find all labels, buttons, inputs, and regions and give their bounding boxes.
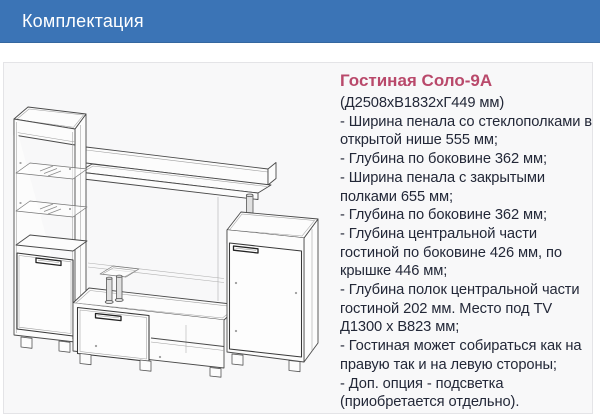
spec-list (340, 113, 598, 412)
spec-line: - Доп. опция - подсветка (приобретается отдельно). (340, 375, 520, 411)
product-title: Гостиная Соло-9А (340, 71, 493, 90)
tv-stand (73, 288, 240, 377)
spec-line: - Глубина по боковине 362 мм; (340, 207, 548, 224)
product-panel (3, 62, 593, 414)
section-header (0, 0, 600, 43)
spec-line: - Глубина полок центральной части гостиной 202 мм. Место под TV Д1300 х В823 мм; (340, 282, 580, 336)
spec-line: - Ширина пенала с закрытыми полками 655 мм; (340, 169, 545, 205)
spec-line: - Глубина по боковине 362 мм; (340, 151, 548, 168)
product-info (340, 71, 598, 412)
spec-line: - Глубина центральной части гостиной по боковине 426 мм, по крышке 446 мм; (340, 225, 562, 280)
wall-shelf (79, 147, 276, 200)
section-title: Комплектация (22, 11, 144, 31)
product-dimensions: (Д2508хВ1832хГ449 мм) (340, 95, 505, 111)
spec-line: - Гостиная может собираться как на правую так и на левую стороны; (340, 338, 582, 373)
furniture-line-drawing (8, 99, 343, 399)
furniture-wireframe-svg (8, 99, 343, 399)
spec-line: - Ширина пенала со стеклополками в открытой нише 555 мм; (340, 113, 592, 149)
right-cabinet (227, 212, 318, 372)
